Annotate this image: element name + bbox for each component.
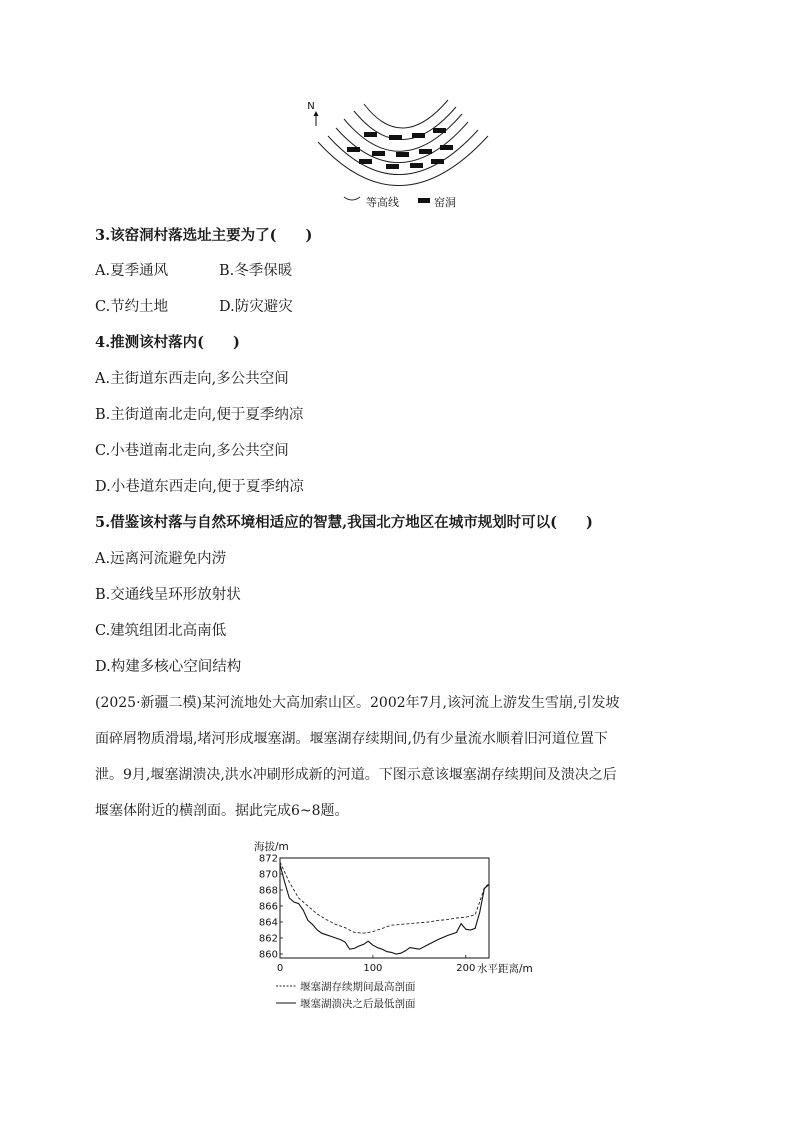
q5-option-c: C.建筑组团北高南低	[95, 623, 227, 639]
q3-option-b: B.冬季保暖	[219, 263, 293, 279]
cave-icon	[419, 149, 432, 154]
question-number: 3	[95, 227, 106, 244]
legend-contour-label: 等高线	[366, 196, 399, 209]
contour-lines	[318, 100, 488, 186]
plot-frame	[280, 858, 489, 958]
cave-icon	[372, 151, 385, 156]
legend-cave-label: 窑洞	[434, 196, 456, 209]
cave-icon	[389, 135, 402, 140]
cave-legend-icon	[418, 198, 430, 203]
question-5-stem	[95, 513, 593, 533]
y-axis-ticks	[259, 854, 283, 961]
passage-line-4: 堰塞体附近的横剖面。据此完成6~8题。	[95, 803, 349, 819]
q5-option-b: B.交通线呈环形放射状	[95, 587, 241, 603]
question-4-stem	[95, 333, 240, 353]
q5-option-d: D.构建多核心空间结构	[95, 659, 242, 675]
legend-solid-label: 堰塞湖溃决之后最低剖面	[300, 998, 416, 1010]
question-stem-text: .借鉴该村落与自然环境相适应的智慧,我国北方地区在城市规划时可以( )	[105, 514, 593, 531]
cave-icon	[410, 163, 423, 168]
cave-icon	[359, 159, 372, 164]
q4-option-b: B.主街道南北走向,便于夏季纳凉	[95, 407, 304, 423]
y-tick-label: 870	[258, 869, 278, 881]
series-before-breach-line	[280, 862, 489, 933]
cave-icon	[347, 147, 360, 152]
q4-option-c: C.小巷道南北走向,多公共空间	[95, 443, 289, 459]
passage-line-3: 泄。9月,堰塞湖溃决,洪水冲刷形成新的河道。下图示意该堰塞湖存续期间及溃决之后	[95, 767, 617, 783]
cave-icon	[433, 128, 446, 133]
contour-legend-icon	[344, 197, 360, 200]
y-tick-label: 866	[258, 901, 278, 913]
cross-section-chart	[250, 836, 560, 1016]
cave-icon	[396, 152, 409, 157]
q4-option-a: A.主街道东西走向,多公共空间	[95, 371, 289, 387]
q4-option-d: D.小巷道东西走向,便于夏季纳凉	[95, 479, 304, 495]
y-tick-label: 872	[258, 853, 278, 865]
passage-line-1: (2025·新疆二模)某河流地处大高加索山区。2002年7月,该河流上游发生雪崩,引发坡	[95, 695, 620, 711]
passage-line-2: 面碎屑物质滑塌,堵河形成堰塞湖。堰塞湖存续期间,仍有少量流水顺着旧河道位置下	[95, 731, 608, 747]
q3-option-a: A.夏季通风	[95, 263, 169, 279]
question-stem-text: .该窑洞村落选址主要为了( )	[105, 227, 313, 244]
cave-icon	[386, 164, 399, 169]
y-tick-label: 864	[258, 917, 278, 929]
x-axis-label: 水平距离/m	[477, 963, 533, 975]
cave-icon	[364, 132, 377, 137]
q5-option-a: A.远离河流避免内涝	[95, 551, 227, 567]
y-tick-label: 868	[258, 885, 278, 897]
legend-dashed-label: 堰塞湖存续期间最高剖面	[300, 981, 416, 993]
north-label: N	[307, 101, 315, 112]
y-tick-label: 862	[258, 933, 278, 945]
contour-map-figure	[300, 92, 500, 212]
north-arrow-icon	[314, 111, 319, 126]
y-axis-label: 海拔/m	[254, 841, 289, 853]
question-number: 5	[95, 514, 106, 531]
question-stem-text: .推测该村落内( )	[105, 334, 240, 351]
q3-option-d: D.防灾避灾	[219, 299, 293, 315]
question-3-stem	[95, 226, 312, 246]
cave-icon	[440, 145, 453, 150]
y-tick-label: 860	[258, 949, 278, 961]
q3-option-c: C.节约土地	[95, 299, 169, 315]
x-tick-label: 200	[456, 963, 476, 974]
x-tick-label: 0	[276, 963, 284, 974]
cave-icon	[431, 159, 444, 164]
x-tick-label: 100	[363, 963, 383, 974]
question-number: 4	[95, 334, 106, 351]
cave-icon	[412, 133, 425, 138]
